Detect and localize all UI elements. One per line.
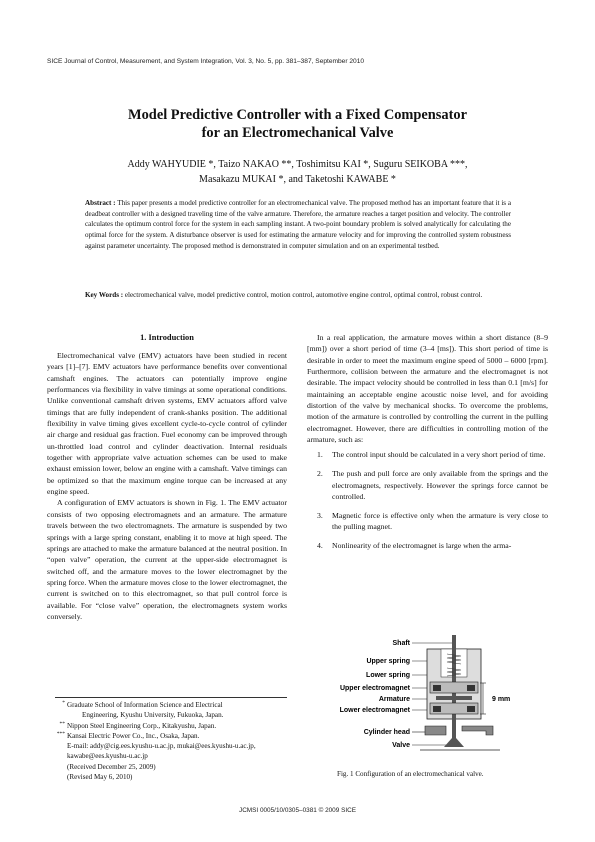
footnote-line: E-mail: addy@cig.ees.kyushu-u.ac.jp, mukai@ees.kyushu-u.ac.jp, kawabe@ees.kyushu-u.ac.jp xyxy=(67,742,256,761)
footnote-line: Graduate School of Information Science and Electrical xyxy=(67,701,223,709)
list-text: The push and pull force are only available from the springs and the electromagnets, respectively. However the springs force cannot be controlled. xyxy=(332,469,548,501)
journal-header: SICE Journal of Control, Measurement, and System Integration, Vol. 3, No. 5, pp. 381–387, September 2010 xyxy=(47,58,365,65)
list-number: 2. xyxy=(317,469,323,479)
upper-coil-left xyxy=(433,685,441,691)
valve-head xyxy=(444,738,464,747)
footnote xyxy=(52,731,292,782)
left-column xyxy=(47,350,287,622)
armature xyxy=(436,696,472,700)
footnote-line: Nippon Steel Engineering Corp., Kitakyushu, Japan. xyxy=(67,721,217,730)
title-line: Model Predictive Controller with a Fixed Compensator xyxy=(128,107,467,123)
figure-label-lower-electromagnet: Lower electromagnet xyxy=(339,707,410,714)
list-text: The control input should be calculated in a very short period of time. xyxy=(332,450,546,460)
dimension-label: 9 mm xyxy=(492,696,511,703)
abstract-label: Abstract : xyxy=(85,199,116,207)
abstract xyxy=(85,198,511,252)
section-heading: 1. Introduction xyxy=(140,333,194,342)
paper-title xyxy=(0,106,595,142)
title-line: for an Electromechanical Valve xyxy=(201,125,394,141)
right-column xyxy=(307,332,548,559)
list-item xyxy=(307,510,548,533)
list-text: Magnetic force is effective only when the armature is very close to the pulling magnet. xyxy=(332,510,548,532)
figure-label-shaft: Shaft xyxy=(392,640,410,647)
difficulty-list xyxy=(307,449,548,551)
keywords xyxy=(85,290,511,301)
footnote xyxy=(52,721,292,731)
keywords-text: electromechanical valve, model predictive control, motion control, automotive engine control, optimal control, robust control. xyxy=(124,291,483,299)
lower-coil-right xyxy=(467,706,475,712)
cylinder-head xyxy=(425,726,493,735)
keywords-label: Key Words : xyxy=(85,291,124,299)
footnote-mark: *** xyxy=(56,730,65,737)
footnote-line: (Received December 25, 2009) xyxy=(67,762,156,771)
paragraph: A configuration of EMV actuators is shown in Fig. 1. The EMV actuator consists of two opposing electromagnets and an armature. The armature travels between the two electromagnets. The armature is suspended by two springs with a large spring constant, enabling it to move at high speed. The springs are attached to make the armature balanced at the neutral position. In “open valve” operation, the current at the upper-side electromagnet is switched off, and the armature moves to the lower electromagnet by the spring force. When the armature moves close to the lower electromagnet, the current is switched on to this electromagnet, so that pull control force is available. For “close valve” operation, the electromagnets system works conversely. xyxy=(47,498,287,621)
footnote-line: Kansai Electric Power Co., Inc., Osaka, Japan. xyxy=(67,731,200,740)
author-line: Masakazu MUKAI *, and Taketoshi KAWABE * xyxy=(199,173,396,185)
list-item xyxy=(307,449,548,460)
footnote xyxy=(52,700,292,721)
figure-label-upper-electromagnet: Upper electromagnet xyxy=(339,685,410,692)
paragraph: In a real application, the armature moves within a short distance (8–9 [mm]) over a short period of time (3–4 [ms]). This short period of time is desirable in order to meet the maximum engine speed of 5000 – 6000 [rpm]. Furthermore, collision between the armature and the electromagnet is not desirable. The impact velocity should be controlled in less than 0.1 [m/s] for maintaining an acceptable engine acoustic noise level, and for avoiding distortion of the valve by mechanical shocks. To overcome the problems, motion of the armature is controlled by controlling the current in the pulling electromagnet. However, there are difficulties in controlling motion of the armature, such as: xyxy=(307,333,548,445)
list-number: 3. xyxy=(317,510,323,520)
list-number: 1. xyxy=(317,450,323,460)
list-text: Nonlinearity of the electromagnet is large when the arma- xyxy=(332,541,512,550)
author-line: Addy WAHYUDIE *, Taizo NAKAO **, Toshimitsu KAI *, Suguru SEIKOBA ***, xyxy=(127,159,468,170)
upper-coil-right xyxy=(467,685,475,691)
list-item xyxy=(307,540,548,551)
emv-configuration-figure xyxy=(300,630,550,760)
journal-footer: JCMSI 0005/10/0305–0381 © 2009 SICE xyxy=(239,807,356,814)
footnote-rule xyxy=(55,697,287,698)
figure-label-armature: Armature xyxy=(378,696,410,703)
footnote-mark: * xyxy=(62,700,65,706)
footnote-line: Engineering, Kyushu University, Fukuoka, Japan. xyxy=(82,711,224,720)
paragraph: Electromechanical valve (EMV) actuators have been studied in recent years [1]–[7]. EMV actuators have performance benefits over conventional camshaft engines. The actuators can potentially improve engine performances via flexibility in valve timings at some operational conditions. Unlike conventional camshaft driven systems, EMV actuators afford valve timings that are fully independent of crank-shanks position. The additional flexibility in valve timing gives excellent cycle-to-cycle control of cylinder air charge and residual gas fraction. Fuel economy can be improved through un-throttled load control and cylinder deactivation. Internal residuals together with appropriate valve actuation schemes can be used to make exhaust emission lower, below an engine with a camshaft. Valve timings can be optimized so that the maximum engine torque can be increased at any engine speed. xyxy=(47,351,287,497)
figure-label-lower-spring: Lower spring xyxy=(366,672,410,679)
abstract-text: This paper presents a model predictive controller for an electromechanical valve. The proposed method has an important feature that it is a deadbeat controller with a designed traveling time of the valve armature. Therefore, the armature reaches a target position and velocity. The controller calculates the optimum control force for the system in each sampling instant. A two-point boundary problem is solved analytically for calculating the optimal force for the system. A disturbance observer is used for estimating the armature velocity and for improving the controlled system robustness against parameter uncertainty. The proposed method is demonstrated in computer simulation and on an experimental testbed. xyxy=(85,199,511,250)
footnote-mark: ** xyxy=(59,720,65,727)
list-number: 4. xyxy=(317,541,323,550)
footnote-line: (Revised May 6, 2010) xyxy=(67,773,133,782)
figure-label-valve: Valve xyxy=(392,742,410,749)
footnotes xyxy=(52,700,292,782)
author-list xyxy=(0,158,595,187)
list-item xyxy=(307,468,548,502)
figure-label-upper-spring: Upper spring xyxy=(366,658,410,665)
lower-coil-left xyxy=(433,706,441,712)
figure-label-cylinder-head: Cylinder head xyxy=(363,729,410,736)
figure-caption: Fig. 1 Configuration of an electromechanical valve. xyxy=(337,770,484,778)
